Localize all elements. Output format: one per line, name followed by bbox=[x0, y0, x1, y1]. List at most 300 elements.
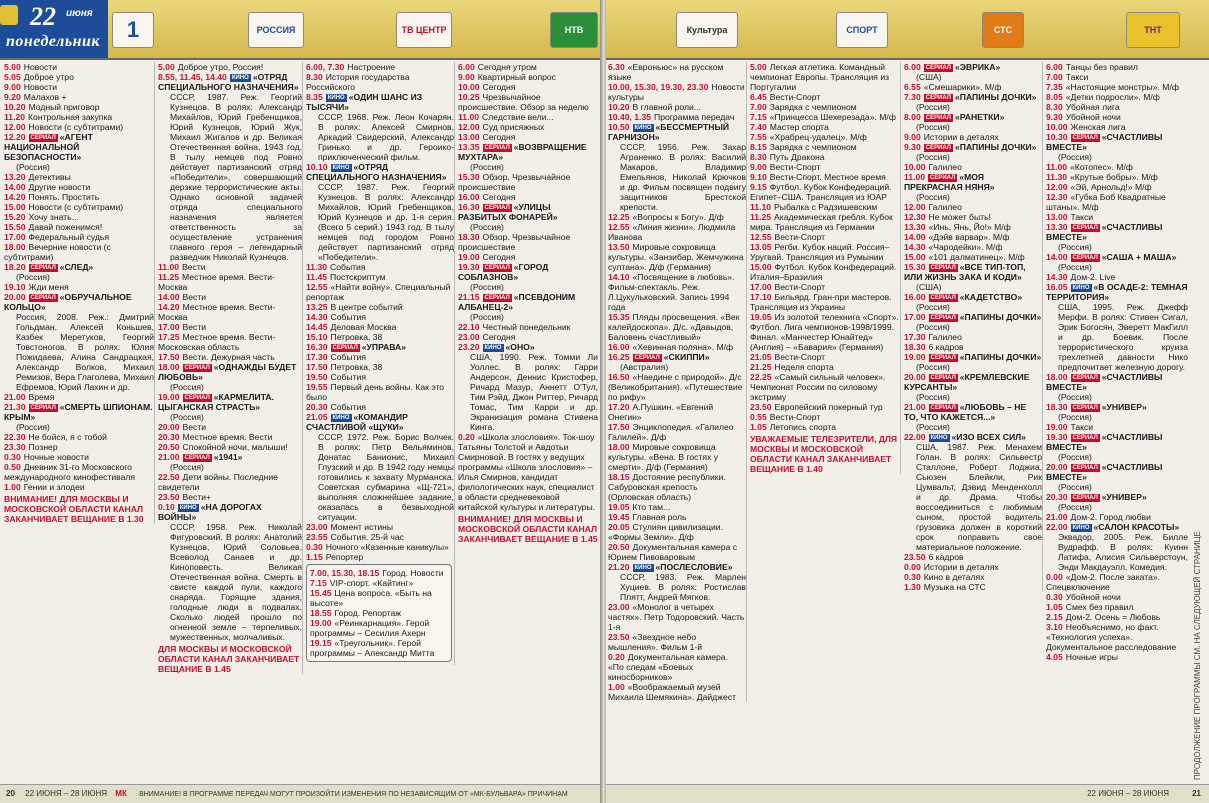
program-time: 10.00 bbox=[458, 82, 480, 92]
program-entry bbox=[4, 452, 154, 462]
program-title: Легкая атлетика. Командный чемпионат Европы. Трансляция из Португалии bbox=[750, 62, 890, 92]
program-title: Мировые сокровища культуры. «Вена. В гостях у смерти». Д/ф (Германия) bbox=[608, 442, 719, 472]
program-title: Достояние республики. Сабуровская крепость (Орловская область) bbox=[608, 472, 726, 502]
program-title: «Монолог в четырех частях». Петр Тодоровский. Часть 1-я bbox=[608, 602, 745, 632]
program-time: 21.25 bbox=[750, 362, 772, 372]
program-title: Вести-Спорт bbox=[774, 282, 826, 292]
program-description: (Россия) bbox=[916, 122, 950, 132]
program-title: Следствие вели... bbox=[482, 112, 554, 122]
channel-logo-tnt: ТНТ bbox=[1126, 12, 1180, 48]
program-time: 19.00 bbox=[158, 392, 180, 402]
program-time: 15.35 bbox=[608, 312, 630, 322]
program-time: 0.20 bbox=[608, 652, 625, 662]
program-title: «ОТРЯД СПЕЦИАЛЬНОГО НАЗНАЧЕНИЯ» bbox=[306, 162, 447, 182]
genre-badge: СЕРИАЛ bbox=[930, 175, 956, 181]
program-time: 8.35 bbox=[306, 92, 323, 102]
program-entry bbox=[458, 72, 598, 82]
program-title: Петровка, 38 bbox=[330, 362, 383, 372]
program-entry bbox=[1046, 512, 1188, 522]
program-title: Женская лига bbox=[1070, 122, 1126, 132]
program-entry bbox=[306, 282, 454, 302]
program-entry bbox=[306, 312, 454, 322]
program-title: Контрольная закупка bbox=[28, 112, 113, 122]
program-time: 16.00 bbox=[904, 292, 926, 302]
program-entry bbox=[904, 92, 1042, 112]
program-entry bbox=[608, 632, 746, 652]
program-entry bbox=[608, 272, 746, 312]
program-title: Петровка, 38 bbox=[330, 332, 383, 342]
program-title: Галилео bbox=[928, 162, 962, 172]
program-title: «Линия жизни». Людмила Иванова bbox=[608, 222, 736, 242]
program-time: 17.30 bbox=[904, 332, 926, 342]
program-entry bbox=[904, 212, 1042, 222]
program-entry bbox=[1046, 422, 1188, 432]
program-title: Другие новости bbox=[28, 182, 91, 192]
program-entry bbox=[1046, 612, 1188, 622]
program-title: Европейский покерный тур bbox=[774, 402, 883, 412]
program-entry bbox=[158, 262, 302, 272]
program-title: Доброе утро bbox=[23, 72, 74, 82]
program-time: 9.20 bbox=[4, 92, 21, 102]
program-entry bbox=[158, 492, 302, 502]
program-title: «Вопросы к Богу». Д/ф bbox=[632, 212, 724, 222]
schedule-channel-sts bbox=[904, 62, 1043, 592]
program-time: 11.00 bbox=[1046, 162, 1068, 172]
program-title: «Реинкарнация». Герой программы – Сесилия Ахерн bbox=[310, 618, 430, 638]
program-description: (Россия) bbox=[470, 222, 504, 232]
program-entry bbox=[608, 342, 746, 352]
program-title: Вести-Спорт bbox=[769, 162, 821, 172]
program-time: 22.30 bbox=[4, 432, 26, 442]
program-time: 7.15 bbox=[750, 112, 767, 122]
program-title: «Детки подросли». М/ф bbox=[1065, 92, 1160, 102]
program-title: «Дом-2. После заката». Спецвключение bbox=[1046, 572, 1161, 592]
program-entry bbox=[750, 312, 900, 352]
program-time: 14.00 bbox=[4, 182, 26, 192]
right-page bbox=[606, 0, 1209, 803]
program-description: (Россия) bbox=[916, 422, 950, 432]
program-time: 7.35 bbox=[1046, 82, 1063, 92]
program-entry bbox=[904, 342, 1042, 352]
program-entry bbox=[904, 82, 1042, 92]
program-entry bbox=[608, 102, 746, 112]
program-description: (Россия) bbox=[1058, 242, 1092, 252]
program-time: 19.00 bbox=[904, 352, 926, 362]
genre-badge: КИНО bbox=[332, 415, 350, 421]
program-time: 6.45 bbox=[750, 92, 767, 102]
program-title: Стулиян цивилизации. «Формы Земли». Д/ф bbox=[608, 522, 723, 542]
program-time: 17.20 bbox=[608, 402, 630, 412]
program-time: 14.00 bbox=[158, 292, 180, 302]
program-title: Дом-2. Город любви bbox=[1070, 512, 1151, 522]
program-time: 15.00 bbox=[4, 202, 26, 212]
program-title: «Хевинная поляна». М/ф bbox=[632, 342, 734, 352]
genre-badge: СЕРИАЛ bbox=[184, 455, 210, 461]
program-title: «Крутые бобры». М/ф bbox=[1070, 172, 1158, 182]
program-entry bbox=[158, 322, 302, 332]
genre-badge: КИНО bbox=[1072, 285, 1090, 291]
program-title: Детективы bbox=[28, 172, 71, 182]
program-time: 12.30 bbox=[1046, 192, 1068, 202]
program-description: (Россия) bbox=[916, 362, 950, 372]
program-time: 5.00 bbox=[4, 62, 21, 72]
program-time: 12.25 bbox=[608, 212, 630, 222]
program-title: Местное время. Вести-Москва bbox=[158, 302, 276, 322]
program-title: «ОДНАЖДЫ БУДЕТ ЛЮБОВЬ» bbox=[158, 362, 297, 382]
program-entry bbox=[458, 172, 598, 192]
program-time: 1.00 bbox=[4, 482, 21, 492]
program-time: 20.50 bbox=[158, 442, 180, 452]
program-title: Вести bbox=[182, 262, 206, 272]
program-entry bbox=[904, 142, 1042, 162]
program-title: Вести+ bbox=[182, 492, 212, 502]
program-entry bbox=[306, 332, 454, 342]
program-entry bbox=[158, 272, 302, 292]
program-entry bbox=[306, 522, 454, 532]
program-description: (Россия) bbox=[916, 392, 950, 402]
program-time: 17.00 bbox=[4, 232, 26, 242]
program-title: «САЛОН КРАСОТЫ» bbox=[1093, 522, 1180, 532]
program-entry bbox=[458, 62, 598, 72]
program-entry bbox=[4, 202, 154, 212]
program-entry bbox=[750, 92, 900, 102]
program-time: 23.30 bbox=[4, 442, 26, 452]
program-time: 9.30 bbox=[904, 142, 921, 152]
program-entry bbox=[310, 588, 448, 608]
program-time: 13.35 bbox=[458, 142, 480, 152]
program-entry bbox=[1046, 122, 1188, 132]
program-time: 18.55 bbox=[310, 608, 332, 618]
right-footer bbox=[606, 784, 1209, 803]
program-entry bbox=[1046, 132, 1188, 162]
program-time: 8.00 bbox=[904, 112, 921, 122]
program-entry bbox=[1046, 112, 1188, 122]
program-time: 10.00, 15.30, 19.30, 23.30 bbox=[608, 82, 709, 92]
program-entry bbox=[4, 62, 154, 72]
program-time: 0.10 bbox=[158, 502, 175, 512]
left-header bbox=[0, 0, 602, 60]
program-title: Не может быть! bbox=[928, 212, 991, 222]
channel-logo-tvc: ТВ ЦЕНТР bbox=[396, 12, 452, 48]
program-title: «ИЗО ВСЕХ СИЛ» bbox=[951, 432, 1026, 442]
genre-badge: СЕРИАЛ bbox=[930, 405, 956, 411]
program-entry bbox=[608, 422, 746, 442]
program-time: 16.30 bbox=[306, 342, 328, 352]
channel-logo-sport: СПОРТ bbox=[836, 12, 888, 48]
program-description: (Россия) bbox=[916, 322, 950, 332]
program-title: Город. Новости bbox=[382, 568, 444, 578]
program-entry bbox=[4, 442, 154, 452]
program-entry bbox=[904, 572, 1042, 582]
program-title: «Треугольник». Герой программы – Александр Митта bbox=[310, 638, 435, 658]
program-entry bbox=[1046, 82, 1188, 92]
program-title: Новости (с субтитрами) bbox=[28, 122, 124, 132]
program-title: «ПСЕВДОНИМ АЛБАНЕЦ-2» bbox=[458, 292, 576, 312]
program-time: 21.20 bbox=[608, 562, 630, 572]
program-title: Новости (с субтитрами) bbox=[28, 202, 124, 212]
genre-badge: СЕРИАЛ bbox=[1072, 375, 1098, 381]
program-time: 9.00 bbox=[904, 132, 921, 142]
program-time: 14.20 bbox=[158, 302, 180, 312]
program-entry bbox=[4, 232, 154, 242]
genre-badge: СЕРИАЛ bbox=[930, 265, 956, 271]
program-entry bbox=[458, 112, 598, 122]
program-entry bbox=[608, 512, 746, 522]
program-entry bbox=[458, 192, 598, 202]
program-entry bbox=[904, 292, 1042, 312]
program-time: 20.50 bbox=[608, 542, 630, 552]
program-title: Кто там... bbox=[632, 502, 671, 512]
program-entry bbox=[158, 302, 302, 322]
program-title: «СКИППИ» bbox=[663, 352, 710, 362]
program-entry bbox=[1046, 212, 1188, 222]
program-time: 1.15 bbox=[306, 552, 323, 562]
program-title: Квартирный вопрос bbox=[477, 72, 556, 82]
genre-badge: КИНО bbox=[327, 95, 345, 101]
ntv-notice: ВНИМАНИЕ! ДЛЯ МОСКВЫ И МОСКОВСКОЙ ОБЛАСТИ КАНАЛ ЗАКАНЧИВАЕТ ВЕЩАНИЕ В 1.45 bbox=[458, 514, 598, 544]
program-title: События. 25-й час bbox=[330, 532, 404, 542]
program-time: 21.00 bbox=[4, 392, 26, 402]
program-title: «УНИВЕР» bbox=[1101, 492, 1147, 502]
program-entry bbox=[4, 462, 154, 482]
program-time: 12.00 bbox=[458, 122, 480, 132]
program-title: Местное время. Вести-Москва bbox=[158, 272, 275, 292]
program-time: 14.30 bbox=[306, 312, 328, 322]
genre-badge: КИНО bbox=[930, 435, 948, 441]
program-time: 13.05 bbox=[750, 242, 772, 252]
genre-badge: КИНО bbox=[634, 125, 652, 131]
program-title: «101 далматинец». М/ф bbox=[928, 252, 1025, 262]
program-entry bbox=[1046, 272, 1188, 282]
program-time: 12.00 bbox=[904, 202, 926, 212]
program-title: Вечерние новости (с субтитрами) bbox=[4, 242, 111, 262]
program-time: 0.00 bbox=[1046, 572, 1063, 582]
program-title: Главная роль bbox=[632, 512, 687, 522]
program-time: 21.00 bbox=[1046, 512, 1068, 522]
schedule-channel-kultura bbox=[608, 62, 747, 702]
program-title: Сегодня утром bbox=[477, 62, 537, 72]
program-time: 20.30 bbox=[1046, 492, 1068, 502]
program-title: Новости bbox=[23, 82, 58, 92]
program-entry bbox=[1046, 492, 1188, 512]
program-title: «СЧАСТЛИВЫ ВМЕСТЕ» bbox=[1046, 432, 1163, 452]
program-entry bbox=[750, 142, 900, 152]
program-entry bbox=[608, 652, 746, 682]
genre-badge: СЕРИАЛ bbox=[484, 265, 510, 271]
program-time: 23.00 bbox=[306, 522, 328, 532]
program-entry bbox=[1046, 622, 1188, 652]
footer-dates-left: 22 ИЮНЯ – 28 ИЮНЯ bbox=[25, 789, 108, 798]
footer-dates-right: 22 ИЮНЯ – 28 ИЮНЯ bbox=[1087, 789, 1169, 798]
program-entry bbox=[608, 212, 746, 222]
program-description: (Россия) bbox=[470, 312, 504, 322]
genre-badge: СЕРИАЛ bbox=[30, 295, 56, 301]
program-title: Ночного «Казенные каникулы» bbox=[325, 542, 449, 552]
program-title: Программа передач bbox=[654, 112, 735, 122]
program-title: Чрезвычайное происшествие. Обзор за неделю bbox=[458, 92, 589, 112]
program-title: Смех без правил bbox=[1065, 602, 1134, 612]
program-time: 7.55 bbox=[750, 132, 767, 142]
genre-badge: СЕРИАЛ bbox=[1072, 495, 1098, 501]
program-time: 8.15 bbox=[750, 142, 767, 152]
genre-badge: КИНО bbox=[1072, 525, 1090, 531]
program-title: Мировые сокровища культуры. «Занзибар. Жемчужина султана». Д/ф (Германия) bbox=[608, 242, 744, 272]
program-entry bbox=[158, 62, 302, 72]
program-entry bbox=[1046, 522, 1188, 572]
schedule-channel-1 bbox=[4, 62, 155, 524]
program-description: (Россия) bbox=[1058, 412, 1092, 422]
program-title: Пляды просвещения. «Век калейдоскопа». Д/с. «Давыдов, Баловень счастливый» bbox=[608, 312, 740, 342]
program-time: 0.20 bbox=[458, 432, 475, 442]
program-title: «ГОРОД СОБЛАЗНОВ» bbox=[458, 262, 549, 282]
program-entry bbox=[1046, 62, 1188, 72]
program-title: «БЕССМЕРТНЫЙ ГАРНИЗОН» bbox=[608, 122, 730, 142]
program-entry bbox=[306, 382, 454, 402]
program-description: (Россия) bbox=[1058, 452, 1092, 462]
program-title: «ПАПИНЫ ДОЧКИ» bbox=[959, 352, 1042, 362]
program-title: Гении и злодеи bbox=[23, 482, 85, 492]
program-title: Дети войны. Последние свидетели bbox=[158, 472, 278, 492]
program-title: Футбол. Кубок Конфедераций. Италия–Бразилия bbox=[750, 262, 897, 282]
program-time: 12.00 bbox=[1046, 182, 1068, 192]
program-entry bbox=[1046, 652, 1188, 662]
program-time: 10.10 bbox=[306, 162, 328, 172]
program-time: 23.50 bbox=[750, 402, 772, 412]
program-time: 12.55 bbox=[306, 282, 328, 292]
program-title: Из золотой телекнига «Спорт». Футбол. Лига чемпионов-1998/1999. Финал. «Манчестер Юнайтед» (Англия) – «Бавария» (Германия) bbox=[750, 312, 899, 352]
program-time: 22.10 bbox=[458, 322, 480, 332]
program-entry bbox=[750, 212, 900, 232]
program-entry bbox=[750, 122, 900, 132]
program-entry bbox=[608, 472, 746, 502]
program-title: Сегодня bbox=[482, 252, 516, 262]
program-entry bbox=[904, 582, 1042, 592]
program-time: 12.00 bbox=[4, 122, 26, 132]
program-entry bbox=[306, 162, 454, 262]
genre-badge: СЕРИАЛ bbox=[930, 295, 956, 301]
program-entry bbox=[4, 172, 154, 182]
program-title: «ОТРЯД СПЕЦИАЛЬНОГО НАЗНАЧЕНИЯ» bbox=[158, 72, 299, 92]
program-title: Документальная камера. «По следам «Боевых киносборников» bbox=[608, 652, 728, 682]
program-time: 18.20 bbox=[4, 262, 26, 272]
program-title: «Смешарики». М/ф bbox=[923, 82, 1002, 92]
program-time: 21.15 bbox=[458, 292, 480, 302]
program-time: 20.05 bbox=[608, 522, 630, 532]
program-entry bbox=[158, 502, 302, 642]
program-entry bbox=[4, 282, 154, 292]
program-time: 19.30 bbox=[458, 262, 480, 272]
channel-logo-sts: СТС bbox=[982, 12, 1024, 48]
program-entry bbox=[458, 322, 598, 332]
program-time: 14.45 bbox=[306, 322, 328, 332]
program-title: Рыбалка с Радзишевским bbox=[774, 202, 878, 212]
program-title: «Котопес». М/ф bbox=[1070, 162, 1133, 172]
program-entry bbox=[458, 202, 598, 232]
program-time: 12.55 bbox=[750, 232, 772, 242]
genre-badge: КИНО bbox=[332, 165, 350, 171]
program-entry bbox=[608, 522, 746, 542]
program-entry bbox=[750, 262, 900, 282]
genre-badge: СЕРИАЛ bbox=[1072, 405, 1098, 411]
genre-badge: СЕРИАЛ bbox=[930, 315, 956, 321]
program-title: Путь Дракона bbox=[769, 152, 825, 162]
rossiya-notice: ДЛЯ МОСКВЫ И МОСКОВСКОЙ ОБЛАСТИ КАНАЛ ЗАКАНЧИВАЕТ ВЕЩАНИЕ В 1.45 bbox=[158, 644, 300, 674]
program-description: (Россия) bbox=[16, 162, 50, 172]
program-entry bbox=[306, 352, 454, 362]
program-entry bbox=[306, 342, 454, 352]
program-entry bbox=[4, 192, 154, 202]
program-time: 19.00 bbox=[310, 618, 332, 628]
genre-badge: СЕРИАЛ bbox=[184, 395, 210, 401]
program-description: (Россия) bbox=[1058, 482, 1092, 492]
program-entry bbox=[4, 92, 154, 102]
program-time: 10.20 bbox=[608, 102, 630, 112]
program-entry bbox=[4, 102, 154, 112]
program-title: «Школа злословия». Ток-шоу Татьяны Толстой и Авдотьи Смирновой. В гостях у ведущих программы «Школа злословия» – Илья Смирнов, кандидат филологических наук, специалист в области средневековой китайской культуры и литературы. bbox=[458, 432, 596, 512]
genre-badge: КИНО bbox=[484, 345, 502, 351]
program-time: 18.30 bbox=[458, 232, 480, 242]
program-title: Вести bbox=[182, 292, 207, 302]
program-time: 15.00 bbox=[904, 252, 926, 262]
program-entry bbox=[458, 432, 598, 512]
program-entry bbox=[458, 122, 598, 132]
program-time: 11.45 bbox=[306, 272, 328, 282]
program-description: Эквадор, 2005. Реж. Билле Вудрафф. В ролях: Куинн Латифа, Алисия Сильверстоун, Энди Макдауэлл. Комедия. bbox=[1058, 532, 1188, 572]
program-time: 1.05 bbox=[750, 422, 767, 432]
program-entry bbox=[306, 542, 454, 552]
program-time: 19.00 bbox=[458, 252, 480, 262]
program-title: Местное время. Вести bbox=[182, 432, 273, 442]
program-title: Вести-Спорт bbox=[769, 92, 821, 102]
program-entry bbox=[904, 262, 1042, 292]
program-title: Сегодня bbox=[482, 332, 516, 342]
program-time: 0.30 bbox=[1046, 592, 1063, 602]
program-time: 5.00 bbox=[750, 62, 767, 72]
program-title: Истории в деталях bbox=[923, 132, 999, 142]
program-title: «Дэйв варвар». М/ф bbox=[928, 232, 1010, 242]
program-description: (Россия) bbox=[1058, 152, 1092, 162]
program-time: 13.30 bbox=[904, 222, 926, 232]
program-entry bbox=[750, 182, 900, 202]
program-time: 6.00 bbox=[458, 62, 475, 72]
genre-badge: СЕРИАЛ bbox=[1072, 435, 1098, 441]
program-entry bbox=[4, 292, 154, 392]
program-time: 18.15 bbox=[608, 472, 630, 482]
program-time: 21.05 bbox=[306, 412, 328, 422]
schedule-channel-rossiya bbox=[158, 62, 303, 674]
program-time: 20.00 bbox=[4, 292, 26, 302]
program-entry bbox=[158, 352, 302, 362]
program-time: 5.05 bbox=[4, 72, 21, 82]
program-time: 8.55, 11.45, 14.40 bbox=[158, 72, 227, 82]
program-time: 18.00 bbox=[608, 442, 630, 452]
program-time: 14.00 bbox=[904, 232, 926, 242]
program-time: 6.30 bbox=[608, 62, 625, 72]
program-title: «Настоящие монстры». М/ф bbox=[1065, 82, 1179, 92]
program-entry bbox=[904, 242, 1042, 252]
program-title: Галилео bbox=[928, 332, 962, 342]
program-title: Дом-2. Live bbox=[1070, 272, 1116, 282]
program-entry bbox=[1046, 572, 1188, 592]
program-title: Суд присяжных bbox=[482, 122, 545, 132]
program-title: «СМЕРТЬ ШПИОНАМ. КРЫМ» bbox=[4, 402, 153, 422]
program-time: 0.30 bbox=[4, 452, 21, 462]
program-entry bbox=[608, 502, 746, 512]
program-title: «ЭВРИКА» bbox=[955, 62, 1001, 72]
date-weekday: понедельник bbox=[6, 33, 101, 50]
program-entry bbox=[904, 112, 1042, 132]
program-entry bbox=[306, 412, 454, 522]
